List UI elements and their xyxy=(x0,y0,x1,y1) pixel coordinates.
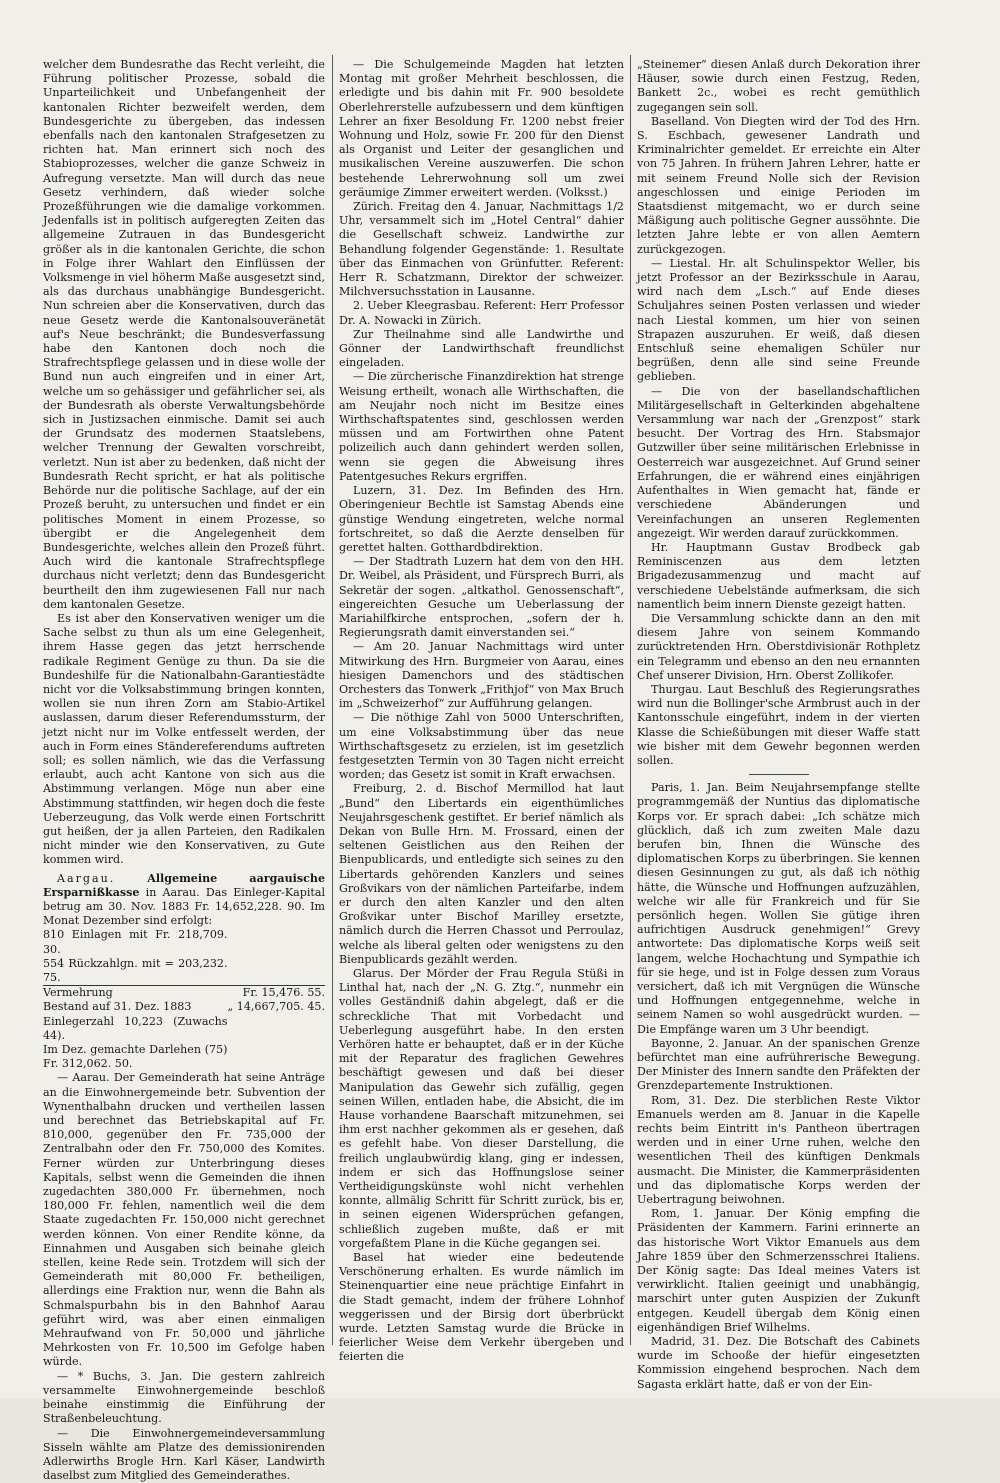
article-paragraph: Baselland. Von Diegten wird der Tod des Hrn. S. Eschbach, gewesener Landrath und Kriminalrichter gemeldet. Er erreichte ein Alter von 75 Jahren. In frühern Jahren Lehrer, hatte er mit seinem Freund Nolle sich der Revision angeschlossen und einige Perioden im Staatsdienst mitgemacht, wo er durch seine Mäßigung auch politische Gegner aussöhnte. Die letzten Jahre lebte er von allen Aemtern zurückgezogen. xyxy=(637,115,920,257)
column-1-articles-2 xyxy=(43,1071,325,1483)
article-paragraph: Es ist aber den Konservativen weniger um die Sache selbst zu thun als um eine Gelegenheit, ihrem Hasse gegen das jetzt herrschende radikale Regiment Genüge zu thun. Da sie die Bundeshilfe für die Nationalbahn-Garantiestädte nicht vor die Volksabstimmung bringen konnten, wollen sie nun ihren Zorn am Stabio-Artikel auslassen, darum dieser Referendumssturm, der jetzt nicht nur im Volke entfesselt werden, der auch in Form eines Ständereferendums auftreten soll; es sollen nämlich, wie das die Verfassung erlaubt, auch acht Kantone von sich aus die Abstimmung verlangen. Möge nun aber eine Abstimmung stattfinden, wir hegen doch die feste Ueberzeugung, das Volk werde einen Fortschritt gut heißen, der ja allen Parteien, den Radikalen nicht minder wie den Konservativen, zu Gute kommen wird. xyxy=(43,612,325,868)
aargau-notice xyxy=(43,872,325,929)
ledger-label: 810 Einlagen mit Fr. 218,709. 30. xyxy=(43,928,228,956)
article-paragraph: Rom, 31. Dez. Die sterblichen Reste Viktor Emanuels werden am 8. Januar in die Kapelle rechts beim Eintritt in's Pantheon übertragen werden und in einer Urne ruhen, welche den wesentlichen Theil des künftigen Denkmals ausmacht. Die Minister, die Kammerpräsidenten und das diplomatische Korps werden der Uebertragung beiwohnen. xyxy=(637,1094,920,1208)
article-paragraph: — Die zürcherische Finanzdirektion hat strenge Weisung ertheilt, wonach alle Wirthschaften, die am Neujahr noch nicht im Besitze eines Wirthschaftspatentes sind, geschlossen werden müssen und am Fortwirthen ohne Patent polizeilich auch dann gehindert werden sollen, wenn sie gegen die Abweisung ihres Patentgesuches Rekurs ergriffen. xyxy=(339,370,624,484)
article-paragraph: Luzern, 31. Dez. Im Befinden des Hrn. Oberingenieur Bechtle ist Samstag Abends eine günstige Wendung eingetreten, welche normal fortschreitet, so daß die Aerzte denselben für gerettet halten. Gotthardbdirektion. xyxy=(339,484,624,555)
ledger-amount xyxy=(228,1043,326,1071)
column-3-articles xyxy=(637,58,920,768)
article-paragraph: Madrid, 31. Dez. Die Botschaft des Cabinets wurde im Schooße der hiefür eingesetzten Kommission eingehend besprochen. Nach dem Sagasta erklärt hatte, daß er von der Ein- xyxy=(637,1335,920,1392)
article-paragraph: Bayonne, 2. Januar. An der spanischen Grenze befürchtet man eine aufrührerische Bewegung. Der Minister des Innern sandte den Präfekten der Grenzdepartemente Instruktionen. xyxy=(637,1037,920,1094)
article-paragraph: — Die Schulgemeinde Magden hat letzten Montag mit großer Mehrheit beschlossen, die erledigte und bis dahin mit Fr. 900 besoldete Oberlehrerstelle aufzubessern und dem künftigen Lehrer an fixer Besoldung Fr. 1200 nebst freier Wohnung und Holz, sowie Fr. 200 für den Dienst als Organist und Leiter der gesanglichen und musikalischen Vereine auszuwerfen. Die schon bestehende Lehrerwohnung soll um zwei geräumige Zimmer erweitert werden. (Volksst.) xyxy=(339,58,624,200)
column-3-articles-2 xyxy=(637,781,920,1392)
article-paragraph: Hr. Hauptmann Gustav Brodbeck gab Reminiscenzen aus dem letzten Brigadezusammenzug und macht auf verschiedene Uebelstände aufmerksam, die sich namentlich beim innern Dienste gezeigt hatten. xyxy=(637,541,920,612)
aargau-place: Aargau. xyxy=(57,872,115,885)
column-1-articles xyxy=(43,58,325,868)
article-paragraph: Rom, 1. Januar. Der König empfing die Präsidenten der Kammern. Farini erinnerte an das historische Wort Viktor Emanuels aus dem Jahre 1859 über den Schmerzensschrei Italiens. Der König sagte: Das Ideal meines Vaters ist verwirklicht. Italien geeinigt und unabhängig, marschirt unter guten Auspizien der Zukunft entgegen. Keudell übergab dem König einen eigenhändigen Brief Wilhelms. xyxy=(637,1207,920,1335)
article-paragraph: — Die von der basellandschaftlichen Militärgesellschaft in Gelterkinden abgehaltene Versammlung war nach der „Grenzpost“ stark besucht. Der Vortrag des Hrn. Stabsmajor Gutzwiller über seine militärischen Erlebnisse in Oesterreich war ausgezeichnet. Auf Grund seiner Erfahrungen, die er während eines einjährigen Aufenthaltes in Wien gemacht hat, fände er verschiedene Abänderungen und Vereinfachungen an unseren Reglementen angezeigt. Wir werden darauf zurückkommen. xyxy=(637,385,920,541)
article-paragraph: — Der Stadtrath Luzern hat dem von den HH. Dr. Weibel, als Präsident, und Fürsprech Burri, als Sekretär der sogen. „altkathol. Genossenschaft“, eingereichten Gesuche um Ueberlassung der Mariahilfkirche entsprochen, „sofern der h. Regierungsrath damit einverstanden sei.“ xyxy=(339,555,624,640)
article-paragraph: welcher dem Bundesrathe das Recht verleiht, die Führung politischer Prozesse, sobald die Unparteilichkeit und Unbefangenheit der kantonalen Richter bezweifelt werden, dem Bundesgerichte zu übergeben, das indessen ebenfalls nach den kantonalen Strafgesetzen zu richten hat. Man erinnert sich noch des Stabioprozesses, welcher die ganze Schweiz in Aufregung versetzte. Man will durch das neue Gesetz verhindern, daß wieder solche Prozeßführungen wie die damalige vorkommen. Jedenfalls ist in politisch aufgeregten Zeiten das allgemeine Zutrauen in das Bundesgericht größer als in die kantonalen Gerichte, die schon in Folge ihrer Wahlart den Einflüssen der Volksmenge in viel höherm Maße ausgesetzt sind, als das durchaus unabhängige Bundesgericht. Nun schreien aber die Konservativen, durch das neue Gesetz werde die Kantonalsouveränetät auf's Neue beschränkt; die Bundesverfassung habe den Kantonen doch noch die Strafrechtspflege gelassen und in diese wolle der Bund nun auch eingreifen und in einer Art, welche um so gehässiger und gefährlicher sei, als der Bundesrath als oberste Verwaltungsbehörde sich in Justizsachen einmische. Damit sei auch der Grundsatz des modernen Staatslebens, welcher Trennung der Gewalten vorschreibt, verletzt. Nun ist aber zu bedenken, daß nicht der Bundesrath Recht spricht, er hat als politische Behörde nur die politische Sachlage, auf der ein Prozeß beruht, zu untersuchen und findet er ein politisches Moment in einem Prozesse, so übergibt er die Angelegenheit dem Bundesgerichte, welches allein den Prozeß führt. Auch wird die kantonale Strafrechtspflege durchaus nicht verletzt; denn das Bundesgericht beurtheilt den ihm zugewiesenen Fall nur nach dem kantonalen Gesetze. xyxy=(43,58,325,612)
article-paragraph: „Steinemer“ diesen Anlaß durch Dekoration ihrer Häuser, sowie durch einen Festzug, Reden, Bankett 2c., wobei es recht gemüthlich zugegangen sein soll. xyxy=(637,58,920,115)
ledger-amount xyxy=(228,957,326,986)
article-paragraph: 2. Ueber Kleegrasbau. Referent: Herr Professor Dr. A. Nowacki in Zürich. xyxy=(339,299,624,327)
ledger-row xyxy=(43,1043,325,1071)
article-paragraph: — Am 20. Januar Nachmittags wird unter Mitwirkung des Hrn. Burgmeier von Aarau, eines hiesigen Damenchors und des städtischen Orchesters das Tonwerk „Frithjof“ von Max Bruch im „Schweizerhof“ zur Aufführung gelangen. xyxy=(339,640,624,711)
article-paragraph: — Die Einwohnergemeindeversammlung Sisseln wählte am Platze des demissionirenden Adlerwirths Brogle Hrn. Karl Käser, Landwirth daselbst zum Mitglied des Gemeinderathes. xyxy=(43,1427,325,1483)
article-paragraph: Freiburg, 2. d. Bischof Mermillod hat laut „Bund“ den Libertards ein eigenthümliches Neujahrsgeschenk gestiftet. Er berief nämlich als Dekan von Bulle Hrn. M. Frossard, einen der seltenen Geistlichen aus den Reihen der Bienpublicards, und entledigte sich seines zu den Libertards gehörenden Kanzlers und seines Großvikars von der nämlichen Parteifarbe, indem er durch den alten Kanzler und den alten Großvikar unter Bischof Marilley ersetzte, nämlich durch die Herren Chassot und Perroulaz, welche als liberal gelten oder wenigstens zu den Bienpublicards gezählt werden. xyxy=(339,782,624,967)
article-paragraph: — Die nöthige Zahl von 5000 Unterschriften, um eine Volksabstimmung über das neue Wirthschaftsgesetz zu erzielen, ist im gesetzlich festgesetzten Termin von 30 Tagen nicht erreicht worden; das Gesetz ist somit in Kraft erwachsen. xyxy=(339,711,624,782)
ledger-row xyxy=(43,928,325,956)
ledger-label: Bestand auf 31. Dez. 1883 xyxy=(43,1000,228,1014)
savings-ledger xyxy=(43,928,325,1071)
ledger-amount xyxy=(228,1015,326,1043)
ledger-row xyxy=(43,957,325,986)
article-paragraph: Zürich. Freitag den 4. Januar, Nachmittags 1/2 Uhr, versammelt sich im „Hotel Central“ dahier die Gesellschaft schweiz. Landwirthe zur Behandlung folgender Gegenstände: 1. Resultate über das Einmachen von Grünfutter. Referent: Herr R. Schatzmann, Direktor der schweizer. Milchversuchsstation in Lausanne. xyxy=(339,200,624,299)
article-paragraph: — Aarau. Der Gemeinderath hat seine Anträge an die Einwohnergemeinde betr. Subvention der Wynenthalbahn drucken und vertheilen lassen und berechnet das Betriebskapital auf Fr. 810,000, gegenüber den Fr. 735,000 der Zentralbahn oder den Fr. 750,000 des Komites. Ferner würden zur Unterbringung dieses Kapitals, selbst wenn die Gemeinden die ihnen zugedachten 380,000 Fr. übernehmen, noch 180,000 Fr. fehlen, namentlich weil die dem Staate zugedachten Fr. 150,000 nicht gerechnet werden können. Von einer Rendite könne, da Einnahmen und Ausgaben sich beinahe gleich stellen, keine Rede sein. Trotzdem will sich der Gemeinderath mit 80,000 Fr. betheiligen, allerdings eine Fraktion nur, wenn die Bahn als Schmalspurbahn bis in den Bahnhof Aarau geführt wird, was aber einen einmaligen Mehraufwand von Fr. 50,000 und jährliche Mehrkosten von Fr. 10,500 im Gefolge haben würde. xyxy=(43,1071,325,1369)
ledger-label: Einlegerzahl 10,223 (Zuwachs 44). xyxy=(43,1015,228,1043)
article-paragraph: — Liestal. Hr. alt Schulinspektor Weller, bis jetzt Professor an der Bezirksschule in Aarau, wird nach dem „Lsch.“ auf Ende dieses Schuljahres seinen Posten verlassen und wieder nach Liestal kommen, um hier von seinen Strapazen auszuruhen. Er weiß, daß diesen Entschluß seine ehemaligen Schüler nur begrüßen, denn alle sind seine Freunde geblieben. xyxy=(637,257,920,385)
column-rule-left xyxy=(332,55,333,1345)
ledger-amount xyxy=(228,928,326,956)
article-paragraph: Basel hat wieder eine bedeutende Verschönerung erhalten. Es wurde nämlich im Steinenquartier eine neue prächtige Einfahrt in die Stadt gemacht, indem der frühere Lohnhof weggerissen und der Birsig dort überbrückt wurde. Letzten Samstag wurde die Brücke in feierlicher Weise dem Verkehr übergeben und feierten die xyxy=(339,1251,624,1365)
column-rule-right xyxy=(630,55,631,1345)
ledger-label: Vermehrung xyxy=(43,986,228,1001)
article-paragraph: Paris, 1. Jan. Beim Neujahrsempfange stellte programmgemäß der Nuntius das diplomatische Korps vor. Er sprach dabei: „Ich schätze mich glücklich, daß ich zum zweiten Male dazu berufen bin, Ihnen die Wünsche des diplomatischen Korps zu überbringen. Sie kennen diesen Gesinnungen zu gut, als daß ich nöthig hätte, die Wünsche und Hoffnungen aufzuzählen, welche wir alle für Frankreich und für Sie persönlich hegen. Wollen Sie gütige ihren aufrichtigen Ausdruck genehmigen!“ Grevy antwortete: Das diplomatische Korps weiß seit langem, welche Hochachtung und Sympathie ich für sie hege, und ist in Folge dessen zum Voraus versichert, daß ich mit Vergnügen die Wünsche und Hoffnungen entgegennehme, welche in seinem Namen so wohl ausgedrückt wurden. — Die Empfänge waren um 3 Uhr beendigt. xyxy=(637,781,920,1037)
ledger-row xyxy=(43,1000,325,1014)
column-3 xyxy=(637,58,920,1392)
article-paragraph: Die Versammlung schickte dann an den mit diesem Jahre von seinem Kommando zurücktretenden Hrn. Oberstdivisionär Rothpletz ein Telegramm und ebenso an den neu ernannten Chef unserer Division, Hrn. Oberst Zollikofer. xyxy=(637,612,920,683)
section-separator xyxy=(749,774,809,775)
article-paragraph: — * Buchs, 3. Jan. Die gestern zahlreich versammelte Einwohnergemeinde beschloß beinahe einstimmig die Einführung der Straßenbeleuchtung. xyxy=(43,1370,325,1427)
column-2 xyxy=(339,58,624,1365)
ledger-amount: „ 14,667,705. 45. xyxy=(228,1000,326,1014)
ledger-amount: Fr. 15,476. 55. xyxy=(228,986,326,1001)
article-paragraph: Zur Theilnahme sind alle Landwirthe und Gönner der Landwirthschaft freundlichst eingeladen. xyxy=(339,328,624,371)
article-paragraph: Thurgau. Laut Beschluß des Regierungsrathes wird nun die Bollinger'sche Armbrust auch in der Kantonsschule eingeführt, indem in der vierten Klasse die Schießübungen mit dieser Waffe statt wie bisher mit dem Gewehr begonnen werden sollen. xyxy=(637,683,920,768)
article-paragraph: Glarus. Der Mörder der Frau Regula Stüßi in Linthal hat, nach der „N. G. Ztg.“, nunmehr ein volles Geständniß dahin abgelegt, daß er die schreckliche That mit Vorbedacht und Ueberlegung ausgeführt habe. In den ersten Verhören hatte er behauptet, daß er in der Küche mit der Reparatur des fraglichen Gewehres beschäftigt gewesen und daß bei dieser Manipulation das Gewehr sich zufällig, gegen seinen Willen, entladen habe, die Absicht, die im Hause vorhandene Baarschaft mitzunehmen, sei ihm erst nachher gekommen als er gesehen, daß es gefehlt habe. Von dieser Darstellung, die freilich unglaubwürdig klang, ging er indessen, indem er sich das Hoffnungslose seiner Vertheidigungskünste wohl nicht verhehlen konnte, allmälig Schritt für Schritt zurück, bis er, in seinen eigenen Widersprüchen gefangen, schließlich zugeben mußte, daß er mit vorgefaßtem Plane in die Küche gegangen sei. xyxy=(339,967,624,1251)
ledger-row xyxy=(43,1015,325,1043)
ledger-row xyxy=(43,986,325,1001)
column-2-articles xyxy=(339,58,624,1365)
aargau-intro: in Aarau. Das Einleger-Kapital betrug am 30. Nov. 1883 Fr. 14,652,228. 90. Im Monat Dezember sind erfolgt: xyxy=(43,886,325,927)
aargau-title: Allgemeine aargauische Ersparnißkasse xyxy=(43,872,325,899)
ledger-label: 554 Rückzahlgn. mit = 203,232. 75. xyxy=(43,957,228,986)
column-1 xyxy=(43,58,325,1483)
ledger-label: Im Dez. gemachte Darlehen (75) Fr. 312,062. 50. xyxy=(43,1043,228,1071)
